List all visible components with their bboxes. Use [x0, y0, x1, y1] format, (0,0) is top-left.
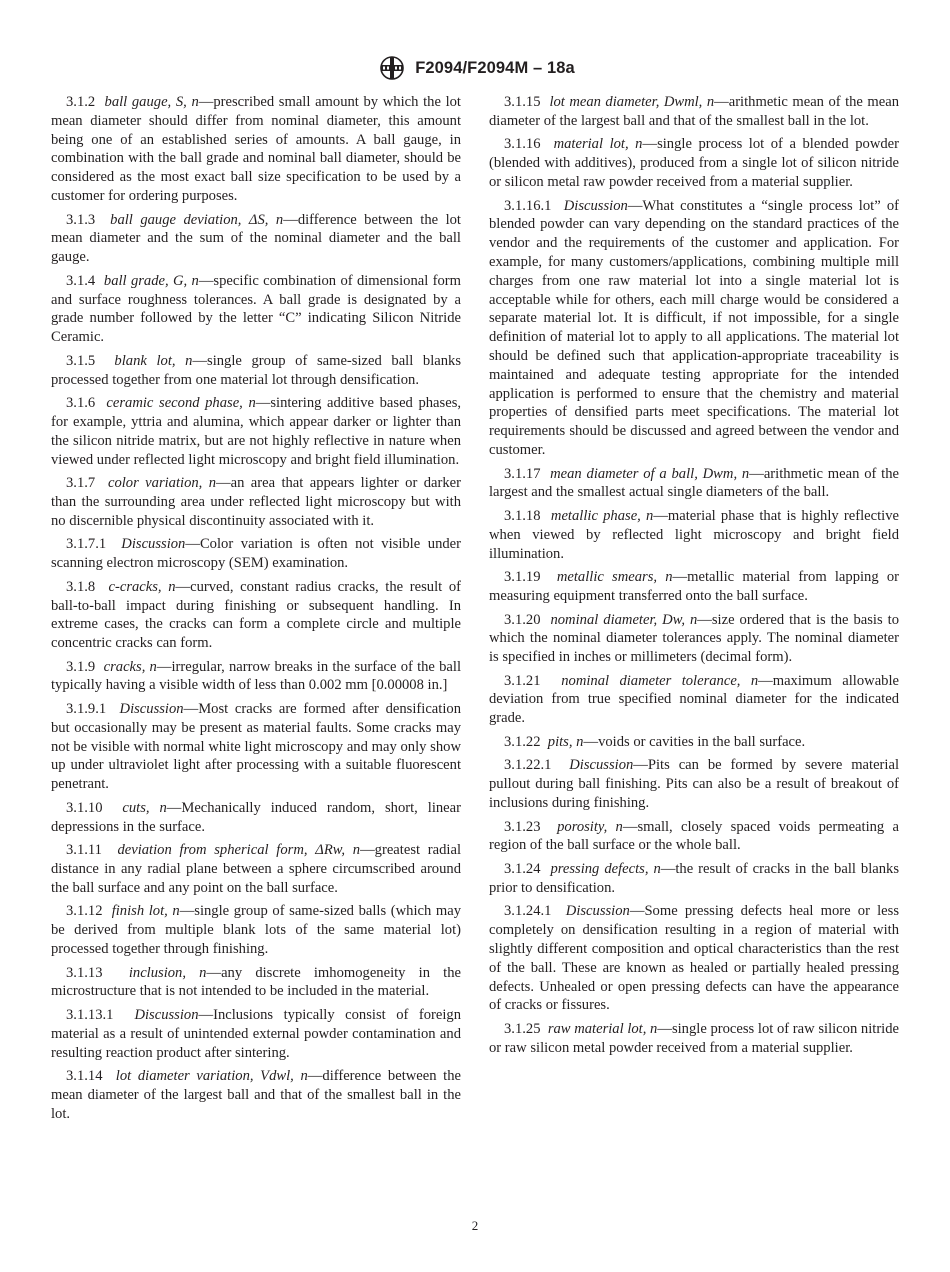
definition-paragraph — [51, 352, 461, 390]
section-number: 3.1.17 — [504, 465, 541, 482]
defined-term: Discussion — [119, 701, 184, 718]
definition-paragraph — [51, 394, 461, 469]
defined-term: color variation, n — [107, 475, 217, 492]
definition-paragraph — [51, 658, 461, 696]
section-number: 3.1.24.1 — [504, 903, 552, 920]
defined-term: ball gauge deviation, ΔS, n — [110, 211, 284, 228]
definition-text: —maximum allowable deviation from true specified nominal diameter for the indicated grade. — [489, 672, 900, 727]
definition-text: —Pits can be formed by severe material pullout during ball finishing. Pits can also be a result of breakout of inclusions during finishing. — [489, 757, 900, 812]
definition-paragraph — [51, 700, 461, 794]
section-number: 3.1.5 — [66, 352, 96, 369]
standard-designation: F2094/F2094M – 18a — [415, 58, 575, 77]
page-header — [0, 52, 950, 84]
definition-text: —specific combination of dimensional form and surface roughness tolerances. A ball grade is designated by a grade number followed by the letter “C” indicating Silicon Nitride Ceramic. — [51, 272, 462, 346]
definition-text: —any discrete imhomogeneity in the microstructure that is not intended to be included in the material. — [51, 964, 462, 1000]
definition-text: —irregular, narrow breaks in the surface of the ball typically having a visible width of less than 0.002 mm [0.00008 in.] — [51, 658, 462, 694]
definition-text: —sintering additive based phases, for example, yttria and alumina, which appear darker or lighter than the silicon nitride matrix, but are not highly reflective in nature when viewed under reflected light microscopy and bright field illumination. — [51, 395, 462, 468]
definition-text: —an area that appears lighter or darker than the surrounding area under reflected light microscopy but with no discernible physical discontinuity associated with it. — [51, 475, 461, 529]
section-number: 3.1.22.1 — [504, 757, 552, 774]
definition-text: —prescribed small amount by which the lot mean diameter should differ from nominal diameter, this amount being one of an established series of amounts. A ball gauge, in combination with the ball grade and nominal ball diameter, should be considered as the most exact ball size specification to be used by a customer for ordering purposes. — [51, 94, 461, 204]
defined-term: ball grade, G, n — [103, 272, 199, 289]
defined-term: Discussion — [569, 757, 634, 774]
defined-term: porosity, n — [557, 818, 623, 835]
definition-text: —single process lot of a blended powder (blended with additives), produced from a single lot of silicon nitride or silicon metal raw powder received from a material supplier. — [489, 136, 899, 190]
defined-term: ceramic second phase, n — [106, 395, 256, 412]
section-number: 3.1.21 — [504, 672, 541, 689]
defined-term: pressing defects, n — [550, 861, 661, 878]
definition-text: —greatest radial distance in any radial plane between a sphere circumscribed around the ball surface and any point on the ball surface. — [51, 842, 462, 896]
section-number: 3.1.16 — [504, 136, 541, 153]
defined-term: inclusion, n — [128, 964, 207, 981]
definition-paragraph — [489, 465, 899, 503]
section-number: 3.1.14 — [66, 1068, 103, 1085]
definition-text: —Color variation is often not visible under scanning electron microscopy (SEM) examination. — [51, 536, 462, 572]
section-number: 3.1.20 — [504, 611, 541, 628]
defined-term: deviation from spherical form, ΔRw, n — [117, 842, 361, 859]
definition-paragraph — [51, 535, 461, 573]
section-number: 3.1.19 — [504, 569, 541, 586]
section-number: 3.1.18 — [504, 507, 541, 524]
section-number: 3.1.3 — [66, 211, 96, 228]
defined-term: c-cracks, n — [108, 578, 176, 595]
section-number: 3.1.16.1 — [504, 197, 552, 214]
section-number: 3.1.12 — [66, 903, 103, 920]
section-number: 3.1.2 — [66, 94, 96, 110]
definition-paragraph — [489, 568, 899, 606]
definition-paragraph — [489, 818, 899, 856]
section-number: 3.1.13 — [66, 964, 103, 981]
definition-text: —Mechanically induced random, short, linear depressions in the surface. — [51, 799, 461, 835]
defined-term: material lot, n — [553, 136, 643, 153]
definition-paragraph — [51, 93, 461, 206]
section-number: 3.1.9 — [66, 658, 96, 675]
definition-paragraph — [489, 197, 899, 460]
definition-text: —Some pressing defects heal more or less completely on densification resulting in a region of material with slightly different composition and optical characteristics than the rest of the ball. These are known as healed or partially healed pressing defects. Unhealed or open pressing defects can have the appearance of cracks or fissures. — [489, 903, 900, 1014]
definition-paragraph — [51, 211, 461, 267]
definition-text: —small, closely spaced voids permeating a region of the ball surface or the whole ball. — [489, 818, 900, 854]
definition-text: —Inclusions typically consist of foreign material as a result of unintended external powder contamination and resulting reaction product after sintering. — [51, 1007, 461, 1061]
definition-paragraph — [489, 1020, 899, 1058]
section-number: 3.1.11 — [66, 842, 102, 859]
definition-text: —voids or cavities in the ball surface. — [583, 733, 806, 750]
definition-paragraph — [51, 1067, 461, 1123]
definition-text: —curved, constant radius cracks, the result of ball-to-ball impact during finishing or subsequent handling. In extreme cases, the cracks can form a complete circle and multiple concentric cracks can form. — [51, 578, 462, 652]
defined-term: blank lot, n — [114, 352, 193, 369]
definition-text: —difference between the lot mean diameter and the sum of the nominal diameter and the ball gauge. — [51, 211, 461, 266]
defined-term: Discussion — [134, 1007, 199, 1024]
section-number: 3.1.25 — [504, 1021, 541, 1038]
section-number: 3.1.8 — [66, 578, 96, 595]
section-number: 3.1.7 — [66, 475, 96, 492]
definition-text: —What constitutes a “single process lot” of blended powder can vary depending on the standard practices of the vendor and the requirements of the customer and application. For example, for many customers/applications, combining multiple mill charges from one raw material lot into a single material lot is acceptable while for others, each mill charge would be considered a separate material lot. It is difficult, if not impossible, for a single definition of material lot to apply to all applications. The material lot should be defined such that application-appropriate traceability is maintained and adequate testing appropriate for the intended application is performed to ensure that the chemistry and material properties of densified parts meet specifications. The material lot requirements should be discussed and agreed between the vendor and customer. — [489, 197, 899, 458]
definition-paragraph — [489, 902, 899, 1015]
definition-paragraph — [51, 902, 461, 958]
definition-text: —single process lot of raw silicon nitride or raw silicon metal powder received from a material supplier. — [489, 1021, 900, 1056]
defined-term: finish lot, n — [111, 903, 180, 920]
defined-term: cracks, n — [103, 658, 157, 675]
definition-paragraph — [51, 964, 461, 1002]
defined-term: lot mean diameter, Dwml, n — [549, 94, 715, 110]
section-number: 3.1.6 — [66, 395, 96, 412]
defined-term: Discussion — [563, 197, 628, 214]
definition-paragraph — [51, 578, 461, 653]
definition-paragraph — [489, 507, 899, 563]
definition-text: —Most cracks are formed after densification but occasionally may be present as material faults. Some cracks may not be visible with normal white light microscopy and may only show up under ultraviolet light after processing with a suitable fluorescent penetrant. — [51, 701, 461, 793]
definition-paragraph — [51, 272, 461, 347]
section-number: 3.1.15 — [504, 94, 541, 110]
defined-term: raw material lot, n — [547, 1021, 658, 1038]
astm-logo-icon — [375, 54, 409, 82]
definition-text: —single group of same-sized ball blanks processed together from one material lot through densification. — [51, 352, 461, 388]
definition-text: —arithmetic mean of the mean diameter of the largest ball and that of the smallest ball in the lot. — [489, 94, 899, 129]
definition-text: —the result of cracks in the ball blanks prior to densification. — [489, 861, 899, 896]
section-number: 3.1.4 — [66, 272, 96, 289]
definition-paragraph — [489, 93, 899, 131]
defined-term: mean diameter of a ball, Dwm, n — [550, 465, 750, 482]
definition-paragraph — [489, 611, 899, 667]
section-number: 3.1.22 — [504, 733, 541, 750]
right-column — [489, 93, 899, 1062]
definition-paragraph — [51, 841, 461, 897]
section-number: 3.1.24 — [504, 861, 541, 878]
page-number: 2 — [471, 1218, 479, 1233]
definition-paragraph — [51, 799, 461, 837]
definition-text: —arithmetic mean of the largest and the smallest actual single diameters of the ball. — [489, 465, 899, 501]
defined-term: Discussion — [565, 903, 630, 920]
defined-term: nominal diameter, Dw, n — [550, 611, 698, 628]
defined-term: ball gauge, S, n — [104, 94, 199, 110]
defined-term: Discussion — [121, 536, 186, 553]
definition-text: —size ordered that is the basis to which the nominal diameter tolerances apply. The nominal diameter is specified in inches or millimeters (decimal form). — [489, 611, 899, 666]
definition-text: —single group of same-sized balls (which may be derived from multiple blank lots of the same material lot) processed together through finishing. — [51, 903, 461, 958]
definition-text: —difference between the mean diameter of the largest ball and that of the smallest ball in the lot. — [51, 1068, 462, 1122]
section-number: 3.1.10 — [66, 799, 103, 816]
section-number: 3.1.13.1 — [66, 1007, 114, 1024]
defined-term: nominal diameter tolerance, n — [561, 672, 759, 689]
defined-term: metallic smears, n — [556, 569, 673, 586]
definition-paragraph — [489, 672, 899, 728]
section-number: 3.1.23 — [504, 818, 541, 835]
definition-paragraph — [51, 474, 461, 530]
definition-text: —metallic material from lapping or measuring equipment transferred onto the ball surface. — [489, 569, 899, 604]
section-number: 3.1.7.1 — [66, 536, 107, 553]
definition-paragraph — [51, 1006, 461, 1062]
definition-paragraph — [489, 733, 899, 752]
defined-term: metallic phase, n — [550, 507, 654, 524]
defined-term: lot diameter variation, Vdwl, n — [115, 1068, 308, 1085]
section-number: 3.1.9.1 — [66, 701, 107, 718]
definition-paragraph — [489, 860, 899, 898]
defined-term: cuts, n — [122, 799, 167, 816]
definition-paragraph — [489, 135, 899, 191]
definition-text: —material phase that is highly reflective when viewed by reflected light microscopy and bright field illumination. — [489, 507, 899, 562]
definition-paragraph — [489, 756, 899, 812]
left-column — [51, 93, 461, 1128]
defined-term: pits, n — [547, 733, 584, 750]
